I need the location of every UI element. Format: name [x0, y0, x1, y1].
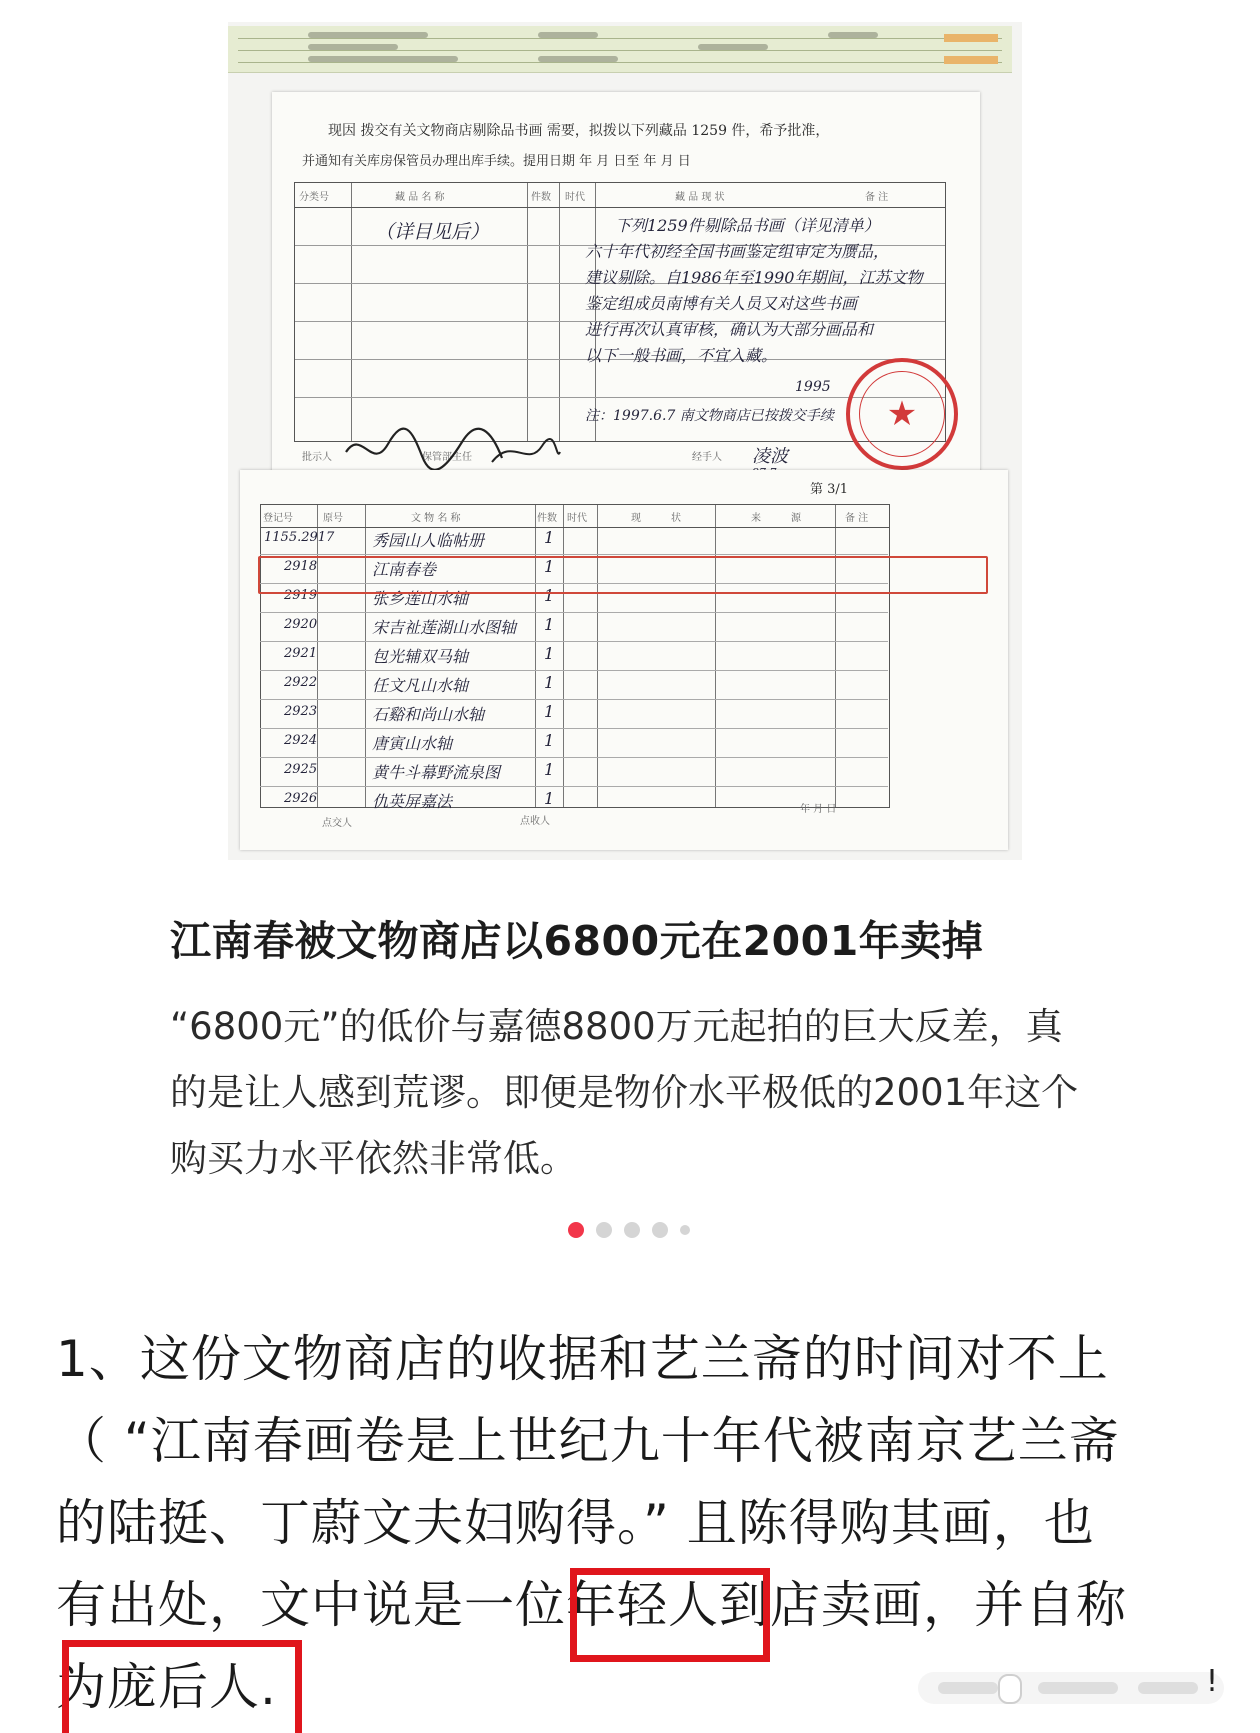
table-row: 2918 江南春卷 1: [260, 555, 888, 584]
form-header-line1: 现因 拨交有关文物商店剔除品书画 需要，拟拨以下列藏品 1259 件，希予批准，: [328, 123, 830, 139]
form-hand-line: 下列1259件剔除品书画（详见清单）: [615, 216, 880, 235]
caption-body: “6800元”的低价与嘉德8800万元起拍的巨大反差，真的是让人感到荒谬。即便是物价水平极低的2001年这个购买力水平依然非常低。: [170, 1005, 1079, 1180]
form-year: 1995: [795, 379, 831, 395]
table-row: 2925 黄牛斗幕野流泉图 1: [260, 758, 888, 787]
table-row: 2926 仇英屏嘉法 1: [284, 789, 555, 811]
pager-dot-active[interactable]: [568, 1222, 584, 1238]
image-pager[interactable]: [568, 1220, 690, 1240]
table-row: 2922 任文凡山水轴 1: [260, 671, 888, 700]
form-footer-approver: 批示人: [302, 452, 332, 463]
table-row: 2923 石谿和尚山水轴 1: [260, 700, 888, 729]
ledger-col-2: 文 物 名 称: [411, 513, 461, 524]
highlighted-phrase-young: 年轻人: [566, 1576, 719, 1634]
pager-dot[interactable]: [596, 1222, 612, 1238]
article-line: 为庞后人.: [56, 1658, 277, 1716]
form-footer-handler: 经手人: [692, 452, 722, 463]
ledger-col-1: 原号: [323, 513, 343, 524]
form-footer-manager: 保管部主任: [422, 452, 472, 463]
ledger-col-5: 现: [631, 513, 641, 524]
floating-toolbar[interactable]: [918, 1672, 1224, 1704]
caption-title: 江南春被文物商店以6800元在2001年卖掉: [170, 917, 984, 965]
red-mark-young: [570, 1568, 770, 1662]
document-photo[interactable]: [228, 22, 1022, 860]
form-hand-line: 进行再次认真审核，确认为大部分画品和: [585, 320, 874, 339]
form-hand-line: 鉴定组成员南博有关人员又对这些书画: [585, 294, 858, 313]
ledger-col-7: 来: [751, 513, 761, 524]
table-row: 2924 唐寅山水轴 1: [260, 729, 888, 758]
red-seal-stamp: ★: [846, 358, 958, 470]
form-left-note: （详目见后）: [375, 221, 490, 243]
ledger-col-4: 时代: [567, 513, 587, 524]
ledger-col-0: 登记号: [263, 513, 293, 524]
article-line-part: 到店卖画，并自称: [719, 1576, 1127, 1634]
pager-dot[interactable]: [652, 1222, 668, 1238]
ledger-footer-date: 年 月 日: [800, 804, 837, 815]
ledger-footer-giver: 点交人: [322, 818, 352, 829]
table-row: 2920 宋吉祉莲湖山水图轴 1: [260, 613, 888, 642]
form-col-4: 藏 品 现 状: [675, 192, 725, 203]
table-row: 2919 张乡莲山水轴 1: [260, 584, 888, 613]
form-hand-line: 六十年代初经全国书画鉴定组审定为赝品，: [585, 242, 890, 261]
form-col-1: 藏 品 名 称: [395, 192, 445, 203]
form-header-line2: 并通知有关库房保管员办理出库手续。提用日期 年 月 日至 年 月 日: [302, 154, 691, 169]
ledger-col-9: 备 注: [845, 513, 869, 524]
pager-dot[interactable]: [624, 1222, 640, 1238]
toolbar-handle[interactable]: [998, 1674, 1022, 1704]
form-hand-line: 以下一般书画，不宜入藏。: [585, 346, 778, 365]
collection-ledger: [240, 470, 1008, 850]
form-col-2: 件数: [531, 192, 551, 203]
table-row: 1155.2917 秀园山人临帖册 1: [260, 526, 888, 555]
table-row: 2921 包光辅双马轴 1: [260, 642, 888, 671]
highlight-box-jiangnanchun: [258, 556, 988, 594]
form-col-3: 时代: [565, 192, 585, 203]
ledger-col-3: 件数: [537, 513, 557, 524]
ledger-strip: [228, 26, 1012, 73]
form-col-5: 备 注: [865, 192, 889, 203]
ledger-footer-receiver: 点收人: [520, 816, 550, 827]
red-mark-pang: [62, 1640, 302, 1733]
article-line-part: 有出处，文中说是一位: [56, 1576, 566, 1634]
toolbar-label: !: [1206, 1664, 1219, 1699]
form-col-0: 分类号: [299, 192, 329, 203]
ledger-col-8: 源: [791, 513, 801, 524]
pager-dot[interactable]: [680, 1225, 690, 1235]
ledger-page-no: 第 3/1: [810, 482, 849, 497]
article-line: 1、这份文物商店的收据和艺兰斋的时间对不上: [56, 1330, 1109, 1388]
form-footnote: 注：1997.6.7 南文物商店已按拨交手续: [585, 408, 834, 424]
form-hand-line: 建议剔除。自1986年至1990年期间，江苏文物: [585, 268, 923, 287]
ledger-col-6: 状: [671, 513, 681, 524]
form-footer-signer: 凌波: [752, 446, 788, 467]
article-line: （ “江南春画卷是上世纪九十年代被南京艺兰斋: [56, 1412, 1120, 1470]
article-line: 的陆挺、丁蔚文夫妇购得。” 且陈得购其画，也: [56, 1494, 1095, 1552]
transfer-form: [272, 92, 980, 484]
